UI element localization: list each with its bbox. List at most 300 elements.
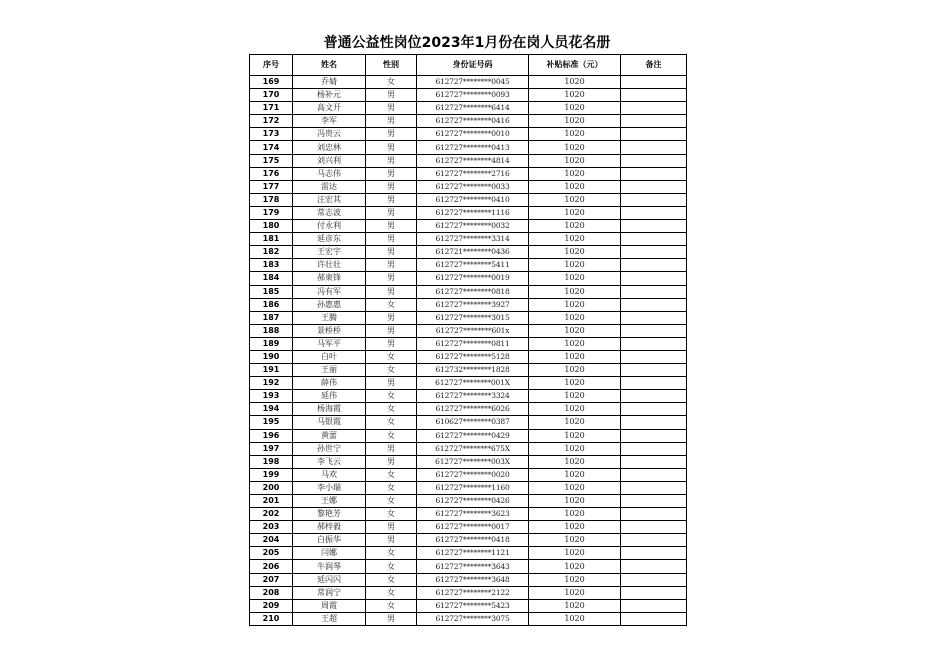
remarks-cell: [621, 364, 687, 377]
subsidy-cell: 1020: [529, 442, 621, 455]
table-row: [250, 377, 687, 390]
table-row: [250, 337, 687, 350]
name-cell: 常润宁: [293, 586, 366, 599]
subsidy-cell: 1020: [529, 364, 621, 377]
remarks-cell: [621, 481, 687, 494]
column-header-remarks: 备注: [621, 55, 687, 76]
remarks-cell: [621, 167, 687, 180]
name-cell: 黎艳芳: [293, 508, 366, 521]
sex-cell: 男: [366, 128, 417, 141]
table-row: [250, 495, 687, 508]
id-number-cell: 612727********5128: [417, 350, 529, 363]
row-number-cell: 194: [250, 403, 293, 416]
table-row: [250, 508, 687, 521]
subsidy-cell: 1020: [529, 403, 621, 416]
id-number-cell: 612727********0019: [417, 272, 529, 285]
table-row: [250, 468, 687, 481]
id-number-cell: 612727********0017: [417, 521, 529, 534]
remarks-cell: [621, 89, 687, 102]
row-number-cell: 184: [250, 272, 293, 285]
table-row: [250, 547, 687, 560]
id-number-cell: 612727********001X: [417, 377, 529, 390]
table-row: [250, 102, 687, 115]
remarks-cell: [621, 102, 687, 115]
id-number-cell: 612727********003X: [417, 455, 529, 468]
row-number-cell: 185: [250, 285, 293, 298]
id-number-cell: 612727********0418: [417, 534, 529, 547]
row-number-cell: 195: [250, 416, 293, 429]
column-header-sex: 性别: [366, 55, 417, 76]
row-number-cell: 182: [250, 246, 293, 259]
name-cell: 李军: [293, 115, 366, 128]
row-number-cell: 203: [250, 521, 293, 534]
subsidy-cell: 1020: [529, 141, 621, 154]
remarks-cell: [621, 115, 687, 128]
subsidy-cell: 1020: [529, 495, 621, 508]
subsidy-cell: 1020: [529, 377, 621, 390]
subsidy-cell: 1020: [529, 521, 621, 534]
sex-cell: 男: [366, 193, 417, 206]
name-cell: 王娜: [293, 495, 366, 508]
column-header-number: 序号: [250, 55, 293, 76]
remarks-cell: [621, 298, 687, 311]
name-cell: 汪宏其: [293, 193, 366, 206]
name-cell: 闫娜: [293, 547, 366, 560]
remarks-cell: [621, 76, 687, 89]
remarks-cell: [621, 324, 687, 337]
id-number-cell: 612727********6414: [417, 102, 529, 115]
table-row: [250, 573, 687, 586]
table-row: [250, 141, 687, 154]
subsidy-cell: 1020: [529, 599, 621, 612]
table-row: [250, 154, 687, 167]
table-header-row: [250, 55, 687, 76]
subsidy-cell: 1020: [529, 534, 621, 547]
remarks-cell: [621, 390, 687, 403]
name-cell: 延闪闪: [293, 573, 366, 586]
name-cell: 王腾: [293, 311, 366, 324]
row-number-cell: 181: [250, 233, 293, 246]
remarks-cell: [621, 416, 687, 429]
row-number-cell: 178: [250, 193, 293, 206]
remarks-cell: [621, 193, 687, 206]
sex-cell: 男: [366, 442, 417, 455]
row-number-cell: 206: [250, 560, 293, 573]
remarks-cell: [621, 429, 687, 442]
row-number-cell: 191: [250, 364, 293, 377]
remarks-cell: [621, 508, 687, 521]
subsidy-cell: 1020: [529, 167, 621, 180]
remarks-cell: [621, 285, 687, 298]
name-cell: 马欢: [293, 468, 366, 481]
id-number-cell: 612721********0436: [417, 246, 529, 259]
subsidy-cell: 1020: [529, 89, 621, 102]
id-number-cell: 612727********6026: [417, 403, 529, 416]
remarks-cell: [621, 154, 687, 167]
name-cell: 延彦东: [293, 233, 366, 246]
sex-cell: 女: [366, 508, 417, 521]
subsidy-cell: 1020: [529, 350, 621, 363]
id-number-cell: 612727********3314: [417, 233, 529, 246]
row-number-cell: 177: [250, 180, 293, 193]
row-number-cell: 190: [250, 350, 293, 363]
remarks-cell: [621, 337, 687, 350]
sex-cell: 女: [366, 364, 417, 377]
table-row: [250, 180, 687, 193]
remarks-cell: [621, 586, 687, 599]
table-row: [250, 416, 687, 429]
name-cell: 杨补元: [293, 89, 366, 102]
id-number-cell: 612727********3075: [417, 612, 529, 625]
name-cell: 许壮壮: [293, 259, 366, 272]
name-cell: 李小瑞: [293, 481, 366, 494]
sex-cell: 女: [366, 403, 417, 416]
id-number-cell: 612727********675X: [417, 442, 529, 455]
table-row: [250, 246, 687, 259]
table-row: [250, 534, 687, 547]
row-number-cell: 199: [250, 468, 293, 481]
name-cell: 景桥桥: [293, 324, 366, 337]
name-cell: 薛伟: [293, 377, 366, 390]
row-number-cell: 174: [250, 141, 293, 154]
sex-cell: 女: [366, 599, 417, 612]
id-number-cell: 612727********1116: [417, 206, 529, 219]
id-number-cell: 612727********2716: [417, 167, 529, 180]
row-number-cell: 180: [250, 220, 293, 233]
table-row: [250, 220, 687, 233]
subsidy-cell: 1020: [529, 455, 621, 468]
sex-cell: 男: [366, 272, 417, 285]
name-cell: 高文开: [293, 102, 366, 115]
table-row: [250, 390, 687, 403]
remarks-cell: [621, 311, 687, 324]
table-row: [250, 364, 687, 377]
table-row: [250, 285, 687, 298]
name-cell: 刘兴利: [293, 154, 366, 167]
subsidy-cell: 1020: [529, 76, 621, 89]
row-number-cell: 187: [250, 311, 293, 324]
subsidy-cell: 1020: [529, 272, 621, 285]
row-number-cell: 173: [250, 128, 293, 141]
row-number-cell: 189: [250, 337, 293, 350]
sex-cell: 男: [366, 154, 417, 167]
id-number-cell: 612727********3324: [417, 390, 529, 403]
sex-cell: 男: [366, 455, 417, 468]
sex-cell: 男: [366, 612, 417, 625]
subsidy-cell: 1020: [529, 115, 621, 128]
sex-cell: 男: [366, 337, 417, 350]
table-row: [250, 560, 687, 573]
subsidy-cell: 1020: [529, 481, 621, 494]
id-number-cell: 612727********1160: [417, 481, 529, 494]
table-row: [250, 259, 687, 272]
subsidy-cell: 1020: [529, 390, 621, 403]
id-number-cell: 612727********3643: [417, 560, 529, 573]
sex-cell: 女: [366, 416, 417, 429]
sex-cell: 女: [366, 298, 417, 311]
id-number-cell: 612727********0010: [417, 128, 529, 141]
remarks-cell: [621, 534, 687, 547]
subsidy-cell: 1020: [529, 259, 621, 272]
name-cell: 牛润琴: [293, 560, 366, 573]
remarks-cell: [621, 141, 687, 154]
table-row: [250, 350, 687, 363]
subsidy-cell: 1020: [529, 246, 621, 259]
name-cell: 王丽: [293, 364, 366, 377]
remarks-cell: [621, 560, 687, 573]
table-row: [250, 272, 687, 285]
sex-cell: 女: [366, 481, 417, 494]
sex-cell: 女: [366, 547, 417, 560]
table-row: [250, 298, 687, 311]
row-number-cell: 196: [250, 429, 293, 442]
id-number-cell: 612727********0033: [417, 180, 529, 193]
row-number-cell: 202: [250, 508, 293, 521]
id-number-cell: 612727********5411: [417, 259, 529, 272]
id-number-cell: 612727********0020: [417, 468, 529, 481]
row-number-cell: 210: [250, 612, 293, 625]
id-number-cell: 612727********0811: [417, 337, 529, 350]
row-number-cell: 192: [250, 377, 293, 390]
subsidy-cell: 1020: [529, 180, 621, 193]
table-row: [250, 233, 687, 246]
subsidy-cell: 1020: [529, 547, 621, 560]
sex-cell: 男: [366, 89, 417, 102]
table-row: [250, 206, 687, 219]
id-number-cell: 612727********0429: [417, 429, 529, 442]
id-number-cell: 612727********3623: [417, 508, 529, 521]
subsidy-cell: 1020: [529, 573, 621, 586]
row-number-cell: 169: [250, 76, 293, 89]
remarks-cell: [621, 495, 687, 508]
row-number-cell: 201: [250, 495, 293, 508]
row-number-cell: 186: [250, 298, 293, 311]
id-number-cell: 612727********0410: [417, 193, 529, 206]
table-row: [250, 612, 687, 625]
table-row: [250, 521, 687, 534]
name-cell: 白叶: [293, 350, 366, 363]
sex-cell: 男: [366, 180, 417, 193]
table-row: [250, 455, 687, 468]
remarks-cell: [621, 468, 687, 481]
name-cell: 乔婧: [293, 76, 366, 89]
subsidy-cell: 1020: [529, 193, 621, 206]
id-number-cell: 612727********0818: [417, 285, 529, 298]
name-cell: 杨海霞: [293, 403, 366, 416]
sex-cell: 男: [366, 115, 417, 128]
sex-cell: 女: [366, 390, 417, 403]
id-number-cell: 612727********3648: [417, 573, 529, 586]
subsidy-cell: 1020: [529, 560, 621, 573]
row-number-cell: 171: [250, 102, 293, 115]
subsidy-cell: 1020: [529, 220, 621, 233]
remarks-cell: [621, 573, 687, 586]
name-cell: 延伟: [293, 390, 366, 403]
sex-cell: 男: [366, 141, 417, 154]
page-title: 普通公益性岗位2023年1月份在岗人员花名册: [323, 35, 611, 51]
row-number-cell: 197: [250, 442, 293, 455]
name-cell: 冯有军: [293, 285, 366, 298]
name-cell: 李飞云: [293, 455, 366, 468]
id-number-cell: 612727********1121: [417, 547, 529, 560]
table-row: [250, 76, 687, 89]
id-number-cell: 612727********4814: [417, 154, 529, 167]
remarks-cell: [621, 377, 687, 390]
name-cell: 马军平: [293, 337, 366, 350]
name-cell: 付永利: [293, 220, 366, 233]
id-number-cell: 612727********2122: [417, 586, 529, 599]
row-number-cell: 200: [250, 481, 293, 494]
sex-cell: 女: [366, 586, 417, 599]
name-cell: 王超: [293, 612, 366, 625]
sex-cell: 女: [366, 429, 417, 442]
sex-cell: 女: [366, 350, 417, 363]
name-cell: 孙世宁: [293, 442, 366, 455]
id-number-cell: 612727********3927: [417, 298, 529, 311]
sex-cell: 女: [366, 573, 417, 586]
name-cell: 马志伟: [293, 167, 366, 180]
sex-cell: 男: [366, 102, 417, 115]
subsidy-cell: 1020: [529, 337, 621, 350]
name-cell: 雷达: [293, 180, 366, 193]
table-row: [250, 403, 687, 416]
row-number-cell: 188: [250, 324, 293, 337]
row-number-cell: 193: [250, 390, 293, 403]
remarks-cell: [621, 259, 687, 272]
row-number-cell: 205: [250, 547, 293, 560]
name-cell: 常志波: [293, 206, 366, 219]
column-header-name: 姓名: [293, 55, 366, 76]
name-cell: 周霞: [293, 599, 366, 612]
row-number-cell: 179: [250, 206, 293, 219]
sex-cell: 女: [366, 468, 417, 481]
table-row: [250, 89, 687, 102]
table-row: [250, 429, 687, 442]
id-number-cell: 612727********0032: [417, 220, 529, 233]
row-number-cell: 209: [250, 599, 293, 612]
id-number-cell: 610627********0387: [417, 416, 529, 429]
remarks-cell: [621, 128, 687, 141]
remarks-cell: [621, 547, 687, 560]
subsidy-cell: 1020: [529, 206, 621, 219]
name-cell: 孙惠惠: [293, 298, 366, 311]
subsidy-cell: 1020: [529, 128, 621, 141]
name-cell: 冯贵云: [293, 128, 366, 141]
subsidy-cell: 1020: [529, 468, 621, 481]
id-number-cell: 612732********1828: [417, 364, 529, 377]
column-header-id-number: 身份证号码: [417, 55, 529, 76]
roster-table: [249, 54, 687, 626]
id-number-cell: 612727********0045: [417, 76, 529, 89]
name-cell: 郝東锋: [293, 272, 366, 285]
remarks-cell: [621, 246, 687, 259]
remarks-cell: [621, 442, 687, 455]
subsidy-cell: 1020: [529, 154, 621, 167]
remarks-cell: [621, 206, 687, 219]
row-number-cell: 170: [250, 89, 293, 102]
table-body: [250, 76, 687, 626]
subsidy-cell: 1020: [529, 233, 621, 246]
id-number-cell: 612727********5423: [417, 599, 529, 612]
sex-cell: 男: [366, 206, 417, 219]
table-row: [250, 311, 687, 324]
subsidy-cell: 1020: [529, 586, 621, 599]
subsidy-cell: 1020: [529, 298, 621, 311]
table-row: [250, 599, 687, 612]
id-number-cell: 612727********0413: [417, 141, 529, 154]
table-row: [250, 193, 687, 206]
sex-cell: 男: [366, 220, 417, 233]
subsidy-cell: 1020: [529, 102, 621, 115]
remarks-cell: [621, 272, 687, 285]
remarks-cell: [621, 180, 687, 193]
row-number-cell: 183: [250, 259, 293, 272]
row-number-cell: 204: [250, 534, 293, 547]
table-row: [250, 481, 687, 494]
sex-cell: 男: [366, 259, 417, 272]
row-number-cell: 176: [250, 167, 293, 180]
row-number-cell: 172: [250, 115, 293, 128]
subsidy-cell: 1020: [529, 324, 621, 337]
remarks-cell: [621, 403, 687, 416]
id-number-cell: 612727********601x: [417, 324, 529, 337]
subsidy-cell: 1020: [529, 311, 621, 324]
remarks-cell: [621, 521, 687, 534]
sex-cell: 男: [366, 521, 417, 534]
subsidy-cell: 1020: [529, 285, 621, 298]
remarks-cell: [621, 220, 687, 233]
table-row: [250, 128, 687, 141]
table-row: [250, 442, 687, 455]
id-number-cell: 612727********0416: [417, 115, 529, 128]
name-cell: 白振华: [293, 534, 366, 547]
subsidy-cell: 1020: [529, 429, 621, 442]
row-number-cell: 207: [250, 573, 293, 586]
id-number-cell: 612727********0093: [417, 89, 529, 102]
row-number-cell: 175: [250, 154, 293, 167]
row-number-cell: 208: [250, 586, 293, 599]
sex-cell: 女: [366, 495, 417, 508]
table-row: [250, 115, 687, 128]
name-cell: 马银霞: [293, 416, 366, 429]
subsidy-cell: 1020: [529, 416, 621, 429]
name-cell: 黄蕾: [293, 429, 366, 442]
sex-cell: 男: [366, 285, 417, 298]
table-row: [250, 586, 687, 599]
remarks-cell: [621, 350, 687, 363]
name-cell: 王宏宇: [293, 246, 366, 259]
name-cell: 刘忠林: [293, 141, 366, 154]
sex-cell: 女: [366, 76, 417, 89]
sex-cell: 男: [366, 377, 417, 390]
remarks-cell: [621, 455, 687, 468]
sex-cell: 男: [366, 311, 417, 324]
column-header-subsidy: 补贴标准（元）: [529, 55, 621, 76]
name-cell: 郝梓毅: [293, 521, 366, 534]
table-row: [250, 167, 687, 180]
id-number-cell: 612727********0426: [417, 495, 529, 508]
sex-cell: 男: [366, 534, 417, 547]
sex-cell: 男: [366, 324, 417, 337]
row-number-cell: 198: [250, 455, 293, 468]
subsidy-cell: 1020: [529, 508, 621, 521]
id-number-cell: 612727********3015: [417, 311, 529, 324]
sex-cell: 男: [366, 233, 417, 246]
sex-cell: 女: [366, 560, 417, 573]
sex-cell: 男: [366, 167, 417, 180]
subsidy-cell: 1020: [529, 612, 621, 625]
sex-cell: 男: [366, 246, 417, 259]
